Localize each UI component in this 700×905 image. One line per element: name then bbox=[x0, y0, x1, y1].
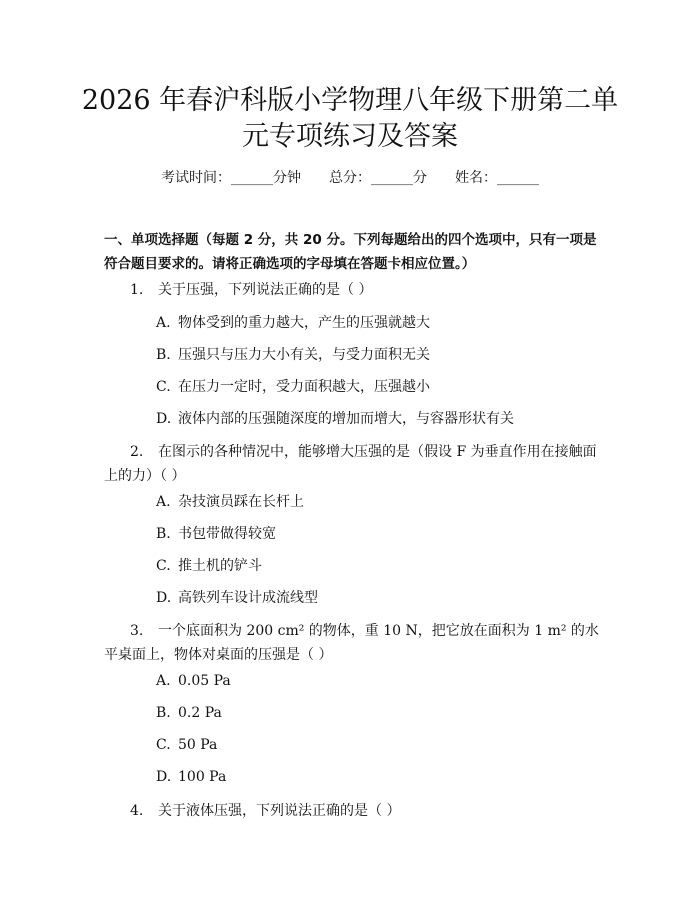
page-title-line-2: 元专项练习及答案 bbox=[242, 121, 458, 152]
option-3b bbox=[156, 702, 596, 724]
option-letter: D. bbox=[156, 769, 172, 785]
option-text: 100 Pa bbox=[178, 769, 227, 785]
option-2a bbox=[156, 491, 596, 513]
option-2b bbox=[156, 523, 596, 545]
option-letter: A. bbox=[156, 673, 171, 689]
option-1b bbox=[156, 344, 596, 366]
question-text: 一个底面积为 200 cm² 的物体，重 10 N，把它放在面积为 1 m² 的水平桌面上，物体对桌面的压强是（ ） bbox=[104, 623, 599, 663]
total-score-label: 总分：______分 bbox=[329, 170, 427, 186]
question-3 bbox=[104, 619, 604, 667]
option-letter: C. bbox=[156, 379, 171, 395]
option-2d bbox=[156, 587, 596, 609]
section-heading: 一、单项选择题（每题 2 分，共 20 分。下列每题给出的四个选项中，只有一项是符合题目要求的。请将正确选项的字母填在答题卡相应位置。） bbox=[104, 232, 597, 272]
question-text: 关于压强，下列说法正确的是（ ） bbox=[158, 282, 373, 298]
option-letter: B. bbox=[156, 705, 171, 721]
question-2 bbox=[104, 440, 604, 488]
option-letter: B. bbox=[156, 526, 171, 542]
exam-meta bbox=[0, 168, 700, 188]
option-text: 推土机的铲斗 bbox=[178, 558, 262, 574]
option-3c bbox=[156, 734, 596, 756]
question-number: 3. bbox=[130, 623, 144, 639]
question-text: 在图示的各种情况中，能够增大压强的是（假设 F 为垂直作用在接触面上的力）（ ） bbox=[104, 444, 597, 484]
question-number: 1. bbox=[130, 282, 144, 298]
option-text: 在压力一定时，受力面积越大，压强越小 bbox=[178, 379, 430, 395]
question-number: 4. bbox=[130, 803, 144, 819]
option-2c bbox=[156, 555, 596, 577]
option-3d bbox=[156, 766, 596, 788]
exam-time-label: 考试时间：______分钟 bbox=[161, 170, 301, 186]
option-text: 压强只与压力大小有关，与受力面积无关 bbox=[178, 347, 430, 363]
option-text: 杂技演员踩在长杆上 bbox=[178, 494, 304, 510]
question-number: 2. bbox=[130, 444, 144, 460]
option-text: 高铁列车设计成流线型 bbox=[178, 590, 318, 606]
option-letter: C. bbox=[156, 558, 171, 574]
option-text: 书包带做得较宽 bbox=[178, 526, 276, 542]
option-text: 物体受到的重力越大，产生的压强就越大 bbox=[178, 315, 430, 331]
page-title-line-1: 2026 年春沪科版小学物理八年级下册第二单 bbox=[81, 85, 619, 116]
option-letter: A. bbox=[156, 494, 171, 510]
option-text: 0.05 Pa bbox=[178, 673, 231, 689]
option-1c bbox=[156, 376, 596, 398]
question-1 bbox=[104, 278, 604, 302]
option-text: 液体内部的压强随深度的增加而增大，与容器形状有关 bbox=[178, 411, 514, 427]
option-1a bbox=[156, 312, 596, 334]
option-letter: C. bbox=[156, 737, 171, 753]
option-1d bbox=[156, 408, 596, 430]
option-letter: D. bbox=[156, 590, 172, 606]
student-name-label: 姓名：______ bbox=[455, 170, 539, 186]
option-letter: A. bbox=[156, 315, 171, 331]
option-text: 0.2 Pa bbox=[178, 705, 222, 721]
option-letter: D. bbox=[156, 411, 172, 427]
question-text: 关于液体压强，下列说法正确的是（ ） bbox=[158, 803, 401, 819]
option-text: 50 Pa bbox=[178, 737, 218, 753]
option-3a bbox=[156, 670, 596, 692]
option-letter: B. bbox=[156, 347, 171, 363]
question-4 bbox=[104, 799, 604, 823]
